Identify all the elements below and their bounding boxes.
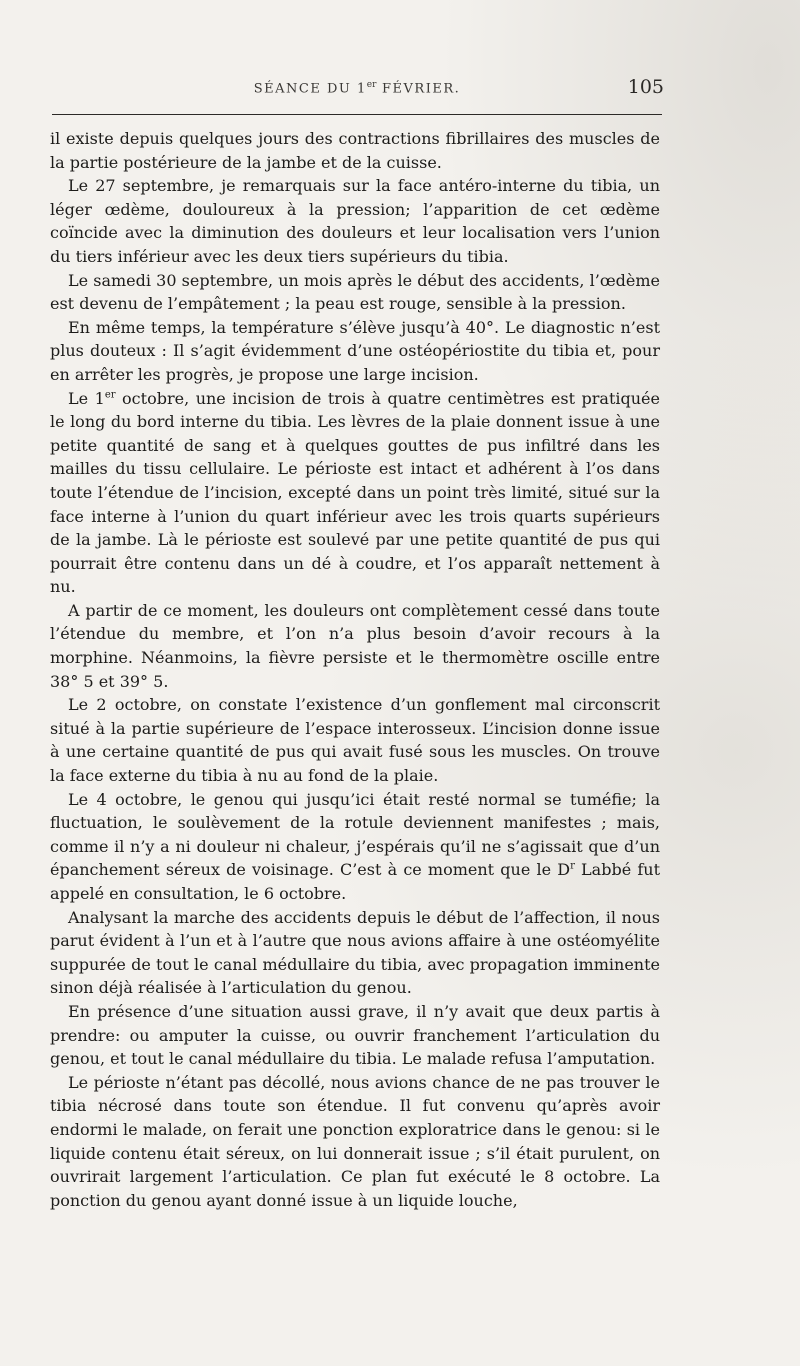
paragraph-8-lead: Le 4 octobre, le genou qui jusqu’ici était resté normal se tuméfie; la fluctuation, le soulèvement de la rotule deviennent manifestes ; mais, comme il n’y a ni douleur ni chaleur, j’espérais qu’il ne s’agissait que d’un épanchement séreux de voisinage. C’est à ce moment que le D	[50, 789, 660, 880]
page-header	[50, 74, 664, 102]
paragraph-3: Le samedi 30 septembre, un mois après le début des accidents, l’œdème est devenu de l’empâtement ; la peau est rouge, sensible à la pression.	[50, 270, 660, 314]
paragraph-2: Le 27 septembre, je remarquais sur la face antéro-interne du tibia, un léger œdème, douloureux à la pression; l’apparition de cet œdème coïncide avec la diminution des douleurs et leur localisation vers l’union du tiers inférieur avec les deux tiers supérieurs du tibia.	[50, 176, 660, 266]
paragraph-5-lead: Le 1	[68, 388, 105, 408]
paragraph-6: A partir de ce moment, les douleurs ont complètement cessé dans toute l’étendue du membre, et l’on n’a plus besoin d’avoir recours à la morphine. Néanmoins, la fièvre persiste et le thermomètre oscille entre 38° 5 et 39° 5.	[50, 600, 660, 691]
running-title-prefix: SÉANCE DU 1	[253, 81, 367, 97]
paragraph-8	[50, 788, 660, 906]
paragraph-4: En même temps, la température s’élève jusqu’à 40°. Le diagnostic n’est plus douteux : Il s’agit évidemment d’une ostéopériostite du tibia et, pour en arrêter les progrès, je propose une large incision.	[50, 317, 660, 384]
paragraph-5-superscript: er	[104, 389, 116, 401]
paragraph-9: Analysant la marche des accidents depuis le début de l’affection, il nous parut évident à l’un et à l’autre que nous avions affaire à une ostéomyélite suppurée de tout le canal médullaire du tibia, avec propagation imminente sinon déjà réalisée à l’articulation du genou.	[50, 907, 660, 998]
running-title-superscript: er	[366, 80, 377, 90]
running-title-suffix: FÉVRIER.	[376, 81, 461, 97]
paragraph-5	[50, 387, 660, 599]
paragraph-8-text: Labbé fut appelé en consultation, le 6 octobre.	[50, 860, 660, 903]
paragraph-11: Le périoste n’étant pas décollé, nous avions chance de ne pas trouver le tibia nécrosé dans toute son étendue. Il fut convenu qu’après avoir endormi le malade, on ferait une ponction exploratrice dans le genou: si le liquide contenu était séreux, on lui donnerait issue ; s’il était purulent, on ouvrirait largement l’articulation. Ce plan fut exécuté le 8 octobre. La ponction du genou ayant donné issue à un liquide louche,	[50, 1072, 660, 1210]
body-text	[50, 127, 660, 1212]
paragraph-8-superscript: r	[570, 861, 575, 873]
paragraph-1: il existe depuis quelques jours des contractions fibrillaires des muscles de la partie postérieure de la jambe et de la cuisse.	[50, 129, 660, 172]
paragraph-7: Le 2 octobre, on constate l’existence d’un gonflement mal circonscrit situé à la partie supérieure de l’espace interosseux. L’incision donne issue à une certaine quantité de pus qui avait fusé sous les muscles. On trouve la face externe du tibia à nu au fond de la plaie.	[50, 695, 660, 786]
paragraph-5-text: octobre, une incision de trois à quatre centimètres est pratiquée le long du bord interne du tibia. Les lèvres de la plaie donnent issue à une petite quantité de sang et à quelques gouttes de pus infiltré dans les mailles du tissu cellulaire. Le périoste est intact et adhérent à l’os dans toute l’étendue de l’incision, excepté dans un point très limité, situé sur la face interne à l’union du quart inférieur avec les trois quarts supérieurs de la jambe. Là le périoste est soulevé par une petite quantité de pus qui pourrait être contenu dans un dé à coudre, et l’os apparaît nettement à nu.	[50, 388, 660, 597]
header-rule	[52, 114, 662, 115]
running-title	[50, 80, 664, 96]
page-number: 105	[627, 76, 664, 98]
paragraph-10: En présence d’une situation aussi grave, il n’y avait que deux partis à prendre: ou amputer la cuisse, ou ouvrir franchement l’articulation du genou, et tout le canal médullaire du tibia. Le malade refusa l’amputation.	[50, 1001, 660, 1069]
